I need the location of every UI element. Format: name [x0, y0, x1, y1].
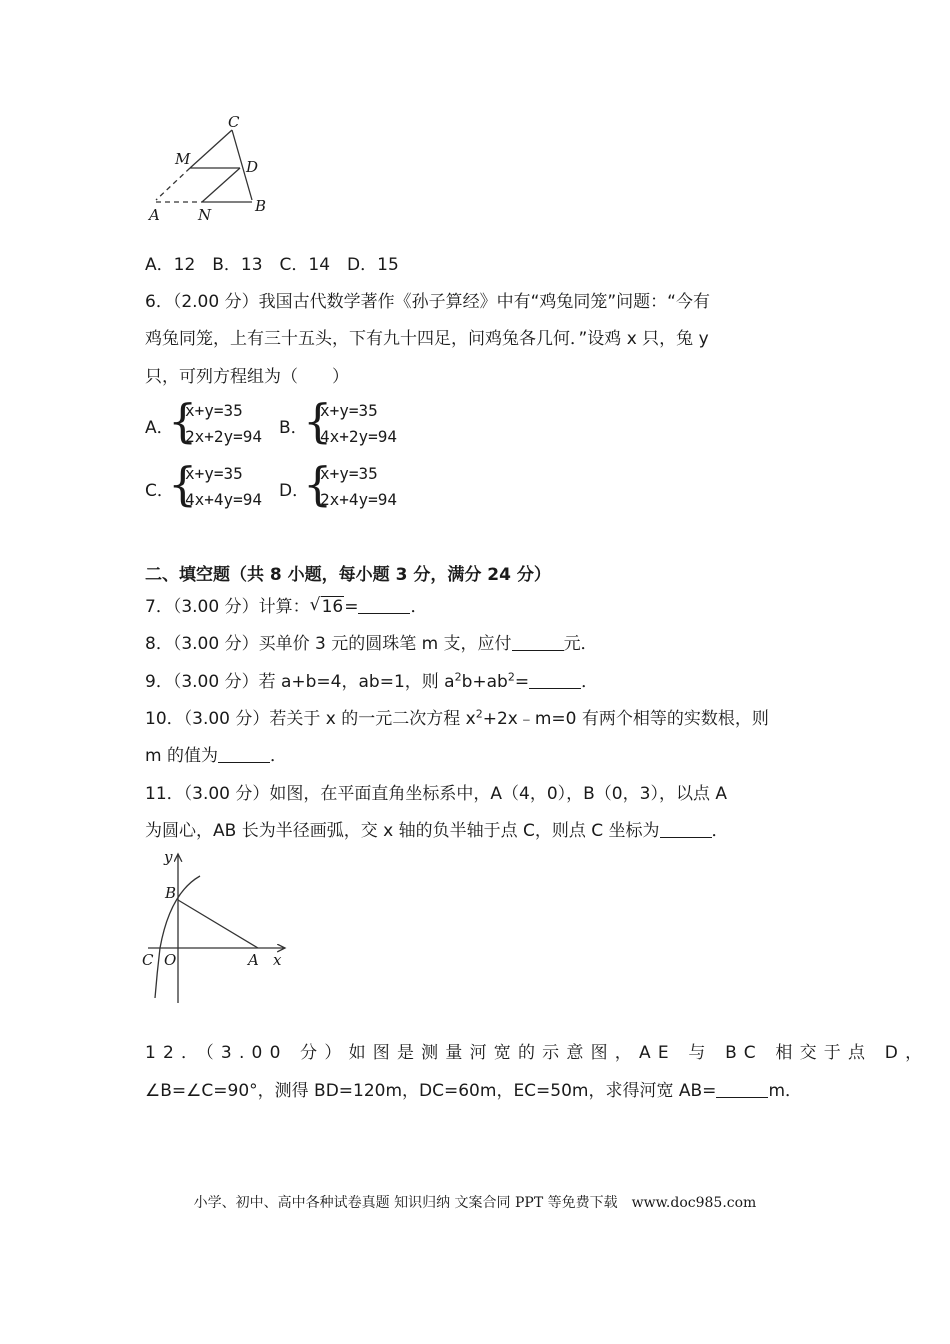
q6-line1: 6．（2.00 分）我国古代数学著作《孙子算经》中有“鸡兔同笼”问题：“今有	[145, 292, 710, 312]
segment-ma	[156, 168, 190, 200]
q6-option-d-label: D．	[279, 481, 310, 501]
q6-option-a-label: A．	[145, 418, 174, 438]
figure-coordinate-system	[140, 848, 290, 1008]
q8: 8．（3.00 分）买单价 3 元的圆珠笔 m 支，应付 元．	[145, 634, 598, 654]
label-y: y	[164, 848, 173, 866]
q10-line2: m 的值为 ．	[145, 746, 287, 766]
label-d: D	[246, 158, 259, 176]
q6-option-b-system: x+y=35 4x+2y=94	[320, 401, 398, 446]
label-a: A	[149, 206, 160, 224]
q10-line1: 10．（3.00 分）若关于 x 的一元二次方程 $x^2+2x﹣m=0$ 有两个相等的实数根，则	[145, 707, 769, 729]
q6-option-c-label: C．	[145, 481, 174, 501]
sqrt-icon: √ 16	[309, 595, 344, 617]
q11-line1: 11．（3.00 分）如图，在平面直角坐标系中，A（4，0），B（0，3），以点 A	[145, 784, 727, 804]
q9: 9．（3.00 分）若 a+b=4，ab=1，则 $a^2b+ab^2=$ ．	[145, 670, 599, 692]
answer-blank[interactable]	[218, 746, 270, 763]
brace-icon: {	[168, 457, 198, 511]
answer-blank[interactable]	[358, 597, 410, 614]
answer-blank[interactable]	[512, 634, 564, 651]
q6-option-b-label: B．	[279, 418, 308, 438]
label-a: A	[248, 951, 259, 969]
label-b: B	[255, 197, 267, 215]
segment-mc	[190, 130, 232, 168]
q12-line1: 12．（3.00 分）如图是测量河宽的示意图，AE 与 BC 相交于点 D，	[145, 1043, 930, 1063]
figure-triangle-mdn	[140, 112, 275, 227]
brace-icon: {	[303, 457, 333, 511]
q6-option-d-system: x+y=35 2x+4y=94	[320, 464, 398, 509]
label-b: B	[165, 884, 177, 902]
q6-line2: 鸡兔同笼，上有三十五头，下有九十四足，问鸡兔各几何．”设鸡 x 只，兔 y	[145, 329, 709, 349]
answer-blank[interactable]	[529, 672, 581, 689]
q5-options: A．12 B．13 C．14 D．15	[145, 255, 399, 275]
label-x: x	[273, 951, 282, 969]
brace-icon: {	[303, 394, 333, 448]
label-m: M	[175, 150, 191, 168]
segment-dn	[202, 168, 240, 202]
label-c: C	[228, 113, 240, 131]
label-c: C	[142, 951, 154, 969]
q6-line3: 只，可列方程组为（ ）	[145, 367, 349, 387]
brace-icon: {	[168, 394, 198, 448]
label-n: N	[198, 206, 212, 224]
answer-blank[interactable]	[660, 821, 712, 838]
answer-blank[interactable]	[716, 1081, 768, 1098]
q6-option-a-system: x+y=35 2x+2y=94	[185, 401, 263, 446]
section2-title: 二、填空题（共 8 小题，每小题 3 分，满分 24 分）	[145, 565, 551, 585]
q12-line2: ∠B=∠C=90°，测得 BD=120m，DC=60m，EC=50m，求得河宽 AB= m．	[145, 1081, 802, 1101]
q7: 7．（3.00 分）计算： √ 16= ．	[145, 595, 428, 617]
segment-ab	[178, 900, 258, 948]
label-o: O	[164, 951, 177, 969]
q11-line2: 为圆心，AB 长为半径画弧，交 x 轴的负半轴于点 C，则点 C 坐标为 ．	[145, 821, 729, 841]
q6-option-c-system: x+y=35 4x+4y=94	[185, 464, 263, 509]
footer: 小学、初中、高中各种试卷真题 知识归纳 文案合同 PPT 等免费下载 www.doc985.com	[193, 1195, 757, 1211]
